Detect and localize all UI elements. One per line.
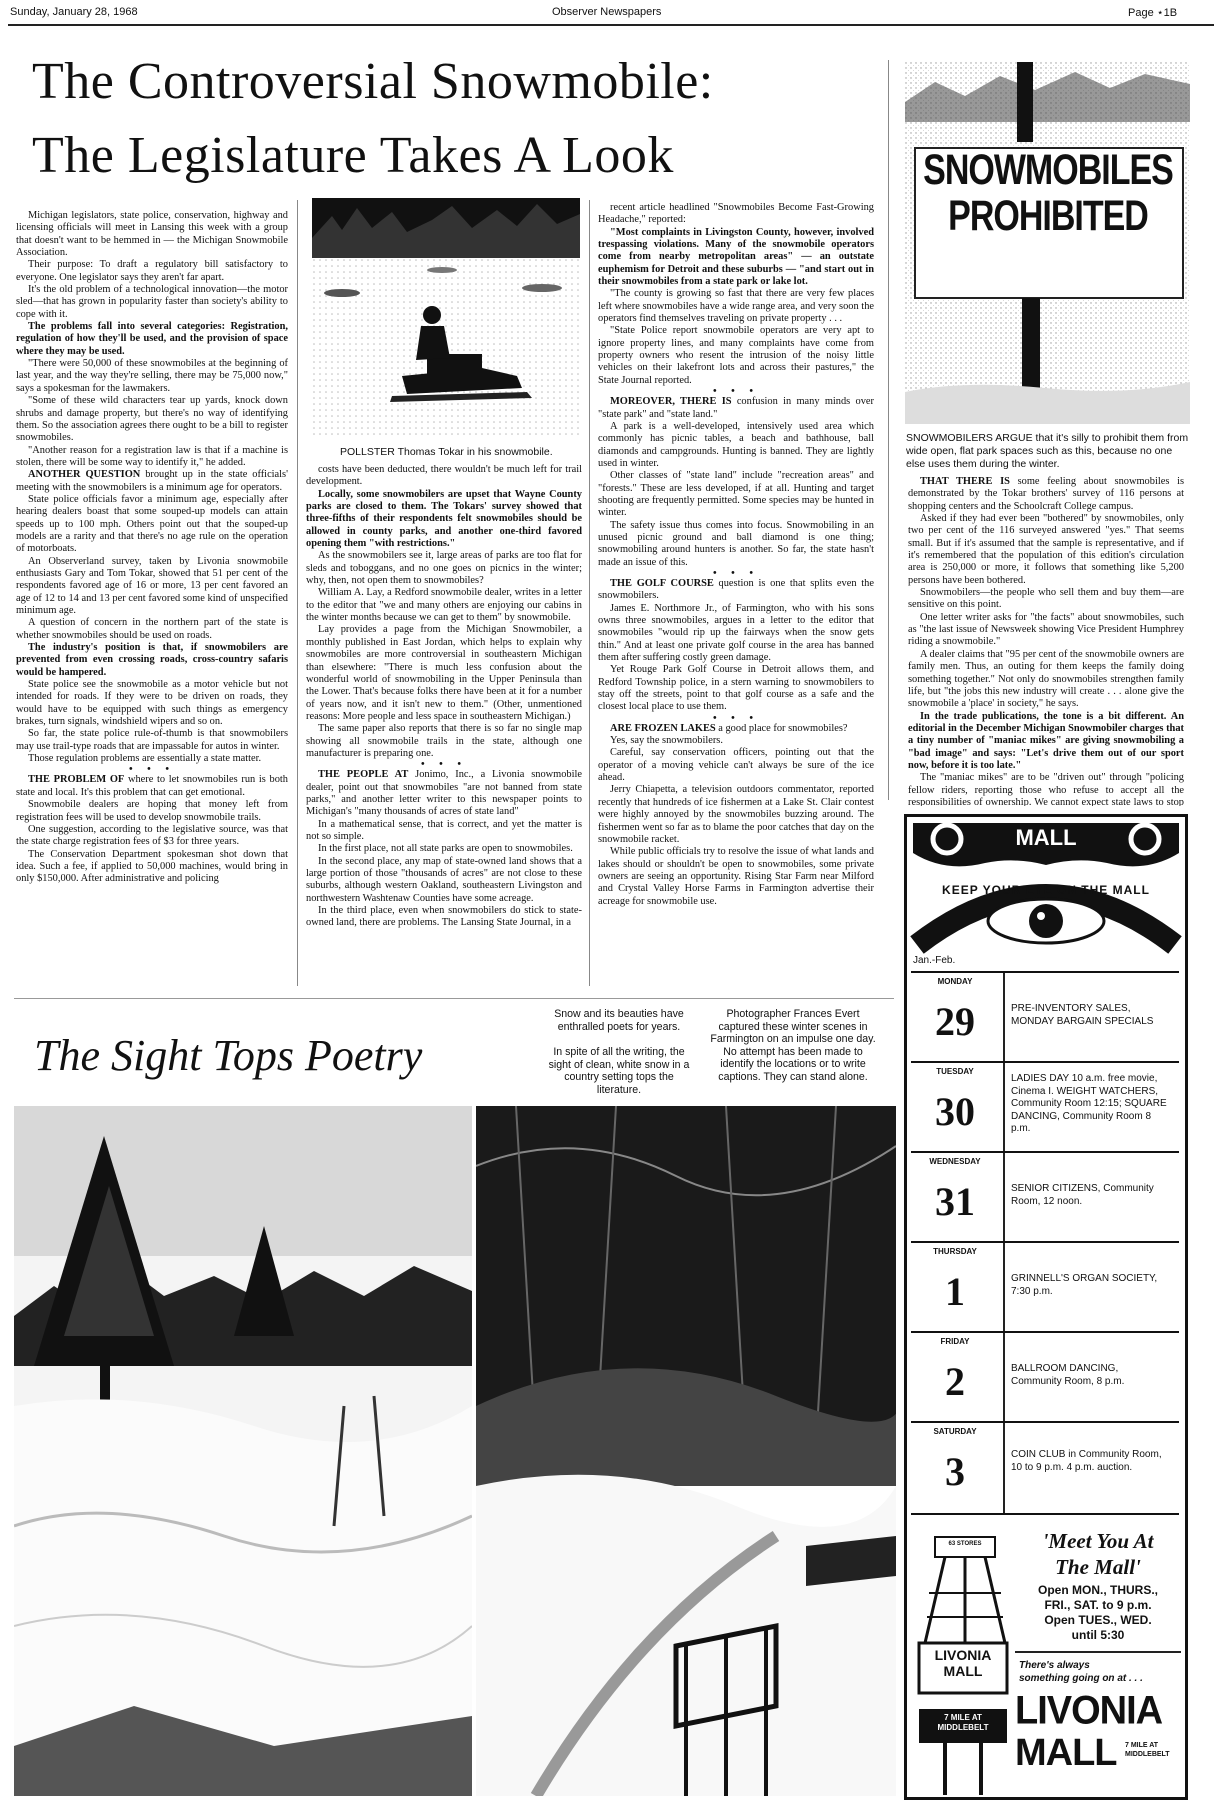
article-paragraph: In the trade publications, the tone is a bit different. An editorial in the December Michigan Snowmobiler charges that a tiny number of "maniac mikes" are giving snowmobiling a "bad image" and says: "Let's drive them out of our sport now, before it is too late." bbox=[908, 710, 1184, 771]
article-paragraph: In the third place, even when snowmobilers do stick to state-owned land, there are problems. The Lansing State Journal, in a bbox=[306, 905, 582, 929]
article-paragraph: Those regulation problems are essentially a state matter. bbox=[28, 753, 262, 765]
poetry-blurb-2: In spite of all the writing, the sight of clean, white snow in a country setting tops the literature. bbox=[548, 1046, 690, 1096]
calendar-month: Jan.-Feb. bbox=[913, 955, 956, 966]
article-paragraph: • • • bbox=[420, 759, 468, 771]
headline-line-1: The Controversial Snowmobile: bbox=[32, 53, 714, 110]
article-paragraph: One suggestion, according to the legislative source, was that the state charge registration fees of $3 for three years. bbox=[16, 823, 288, 848]
calendar-date: 3 bbox=[945, 1449, 965, 1494]
calendar-date: 30 bbox=[935, 1089, 975, 1134]
article-paragraph: THE PROBLEM OF where to let snowmobiles run is both state and local. It's this problem that can get emotional. bbox=[16, 774, 288, 798]
calendar-day-row bbox=[911, 1061, 1179, 1153]
article-paragraph: Snowmobilers—the people who sell them and buy them—are sensitive on this point. bbox=[908, 587, 1184, 611]
article-paragraph: A question of concern in the northern part of the state is whether snowmobiles should be used on roads. bbox=[16, 617, 288, 641]
article-paragraph: So far, the state police rule-of-thumb is that snowmobilers may use trail-type roads that are impassable for autos in winter. bbox=[16, 728, 288, 752]
article-paragraph: The "maniac mikes" are to be "driven out" through "policing fellow riders, reporting those who refuse to accept all the responsibilities of ownership. We cannot expect state laws to stop bbox=[908, 772, 1184, 806]
article-paragraph: "State Police report snowmobile operators are very apt to ignore property lines, and many complaints have come from property owners who resent the intrusion of the noisy little vehicles on their lakefront lots and across their pastures," the State Journal reported. bbox=[598, 325, 874, 386]
events-calendar bbox=[911, 971, 1181, 1513]
story-column-4 bbox=[908, 476, 1184, 806]
article-paragraph: State police see the snowmobile as a motor vehicle but not intended for roads. If they were to be driven on roads, they would have to be equipped with such things as emergency brakes, turn signals, windshield wipers and so on. bbox=[16, 679, 288, 728]
calendar-weekday: THURSDAY bbox=[933, 1247, 977, 1256]
article-paragraph: ANOTHER QUESTION brought up in the state officials' meeting with the snowmobilers is a minimum age for operators. bbox=[16, 469, 288, 493]
tagline-1: There's always bbox=[1019, 1660, 1090, 1671]
calendar-event: GRINNELL'S ORGAN SOCIETY, 7:30 p.m. bbox=[1011, 1273, 1158, 1297]
sign-location-1: 7 MILE AT bbox=[944, 1713, 982, 1722]
sign-name-1: LIVONIA bbox=[934, 1647, 992, 1663]
article-paragraph: THE GOLF COURSE question is one that splits even the snowmobilers. bbox=[598, 577, 874, 602]
column-rule bbox=[888, 60, 889, 800]
sign-line-2: PROHIBITED bbox=[948, 192, 1148, 240]
calendar-event: BALLROOM DANCING, Community Room, 8 p.m. bbox=[1011, 1363, 1125, 1387]
article-paragraph: Asked if they had ever been "bothered" by snowmobiles, only two per cent of the 116 surveyed answered "yes." That seems small. But if it's assumed that the sample is representative, and if it's remembered that the population of this edition's circulation area is 250,000 or more, it follows that something like 5,200 persons have been bothered. bbox=[908, 513, 1184, 586]
article-paragraph: Careful, say conservation officers, pointing out that the operator of a moving vehicle can't always be sure of the ice ahead. bbox=[598, 747, 874, 784]
newspaper-name: Observer Newspapers bbox=[552, 6, 662, 18]
calendar-weekday: TUESDAY bbox=[936, 1067, 974, 1076]
article-paragraph: MOREOVER, THERE IS confusion in many minds over "state park" and "state land." bbox=[598, 396, 874, 420]
calendar-weekday: FRIDAY bbox=[940, 1337, 970, 1346]
column-rule bbox=[589, 200, 590, 986]
snowmobile-photo-caption: POLLSTER Thomas Tokar in his snowmobile. bbox=[340, 446, 553, 458]
sign-location-2: MIDDLEBELT bbox=[937, 1723, 989, 1732]
calendar-date: 31 bbox=[935, 1179, 975, 1224]
article-paragraph: One letter writer asks for "the facts" about snowmobiles, such as "the last issue of Newsweek showing Vice President Humphrey riding a snowmobile." bbox=[908, 611, 1184, 648]
livonia-logo-1: LIVONIA bbox=[1015, 1688, 1163, 1734]
article-paragraph: In the second place, any map of state-owned land shows that a large portion of those "thousands of acres" are not close to these suburbs, although western Oakland, southeastern Livingston and northwestern Washtenaw Counties have some acreage. bbox=[306, 855, 582, 904]
calendar-date: 1 bbox=[945, 1269, 965, 1314]
sign-stores: 63 STORES bbox=[948, 1541, 982, 1547]
section-rule bbox=[14, 998, 894, 999]
article-paragraph: In a mathematical sense, that is correct, and yet the matter is not so simple. bbox=[306, 818, 582, 842]
article-paragraph: Michigan legislators, state police, conservation, highway and licensing officials will meet in Lansing this week with a group that doesn't want to be hemmed in — the Michigan Snowmobile Association. bbox=[16, 210, 288, 259]
article-paragraph: costs have been deducted, there wouldn't be much left for trail development. bbox=[306, 464, 582, 488]
article-paragraph: • • • bbox=[712, 386, 760, 398]
slogan-line-2: The Mall' bbox=[1055, 1555, 1141, 1579]
page-number: Page ⋆1B bbox=[1128, 7, 1178, 19]
article-paragraph: • • • bbox=[712, 567, 760, 579]
article-paragraph: "There were 50,000 of these snowmobiles at the beginning of last year, and the way they're selling, there may be 75,000 now," says a spokesman for the lawmakers. bbox=[16, 358, 288, 394]
sign-line-1: SNOWMOBILES bbox=[923, 146, 1173, 194]
winter-scene-photo-2 bbox=[476, 1106, 896, 1796]
masthead-rule bbox=[8, 24, 1214, 26]
tagline-2: something going on at . . . bbox=[1019, 1673, 1143, 1684]
article-paragraph: ARE FROZEN LAKES a good place for snowmobiles? bbox=[610, 722, 848, 734]
column-rule bbox=[297, 200, 298, 986]
sign-name-2: MALL bbox=[943, 1663, 983, 1679]
article-paragraph: While public officials try to resolve the issue of what lands and lakes should or shouldn't be open to snowmobiles, some private owners are seeing an opportunity. Rising Star Farm near Milford and Crystal Valley Horse Farms in Farmington advertise their acreage for snowmobile use. bbox=[598, 846, 874, 907]
article-paragraph: The same paper also reports that there is so far no single map showing all snowmobile trails in the state, although one manufacturer is preparing one. bbox=[306, 723, 582, 759]
article-paragraph: William A. Lay, a Redford snowmobile dealer, writes in a letter to the editor that "we and many others are enjoying our cabins in the winter months because we can get to them" by snowmobile. bbox=[306, 587, 582, 624]
livonia-mall-ad bbox=[904, 814, 1188, 1800]
snowmobile-photo bbox=[312, 198, 580, 438]
article-paragraph: "Most complaints in Livingston County, however, involved trespassing violations. Many of the snowmobile operators come from nearby metropolitan areas" — an outstate euphemism for Detroit and these suburbs — "and start out in their snowmobiles from a state park or lake lot. bbox=[598, 226, 874, 288]
poetry-blurb-3: Photographer Frances Evert captured these winter scenes in Farmington on an impulse one day. No attempt has been made to identify the locations or to write captions. They can stand alone. bbox=[710, 1008, 876, 1083]
livonia-logo-2: MALL bbox=[1015, 1732, 1117, 1774]
calendar-weekday: WEDNESDAY bbox=[929, 1157, 981, 1166]
calendar-weekday: MONDAY bbox=[937, 977, 973, 986]
calendar-day-row bbox=[911, 971, 1179, 1063]
winter-scene-photo-1 bbox=[14, 1106, 472, 1796]
article-paragraph: Their purpose: To draft a regulatory bill satisfactory to everyone. One legislator says they aren't far apart. bbox=[16, 259, 288, 283]
logo-location-1: 7 MILE AT bbox=[1125, 1742, 1159, 1749]
poetry-blurb-1: Snow and its beauties have enthralled poets for years. bbox=[554, 1008, 684, 1033]
calendar-event: COIN CLUB in Community Room, 10 to 9 p.m. 4 p.m. auction. bbox=[1011, 1449, 1162, 1473]
prohibited-sign-photo bbox=[905, 62, 1190, 424]
article-paragraph: recent article headlined "Snowmobiles Become Fast-Growing Headache," reported: bbox=[598, 202, 874, 226]
store-hours-1: Open MON., THURS., bbox=[1038, 1583, 1158, 1597]
issue-date: Sunday, January 28, 1968 bbox=[10, 6, 138, 18]
article-paragraph: "Some of these wild characters tear up yards, knock down shrubs and damage property, but there's no way of identifying them. So the association agrees there ought to be a bill to register snowmobiles. bbox=[16, 395, 288, 444]
article-paragraph: In the first place, not all state parks are open to snowmobiles. bbox=[318, 843, 573, 855]
story-column-1 bbox=[16, 210, 288, 986]
article-paragraph: Jerry Chiapetta, a television outdoors commentator, reported recently that hundreds of ice fishermen at a Lake St. Clair contest were highly annoyed by the snowmobiles buzzing around. The fishermen went so far as to blame the poor catches that day on the snowmobile racket. bbox=[598, 784, 874, 845]
calendar-event: LADIES DAY 10 a.m. free movie, Cinema I. WEIGHT WATCHERS, Community Room 12:15; SQUARE DANCING, Community Room 8 p.m. bbox=[1011, 1073, 1167, 1134]
poetry-title: The Sight Tops Poetry bbox=[34, 1031, 423, 1080]
sign-photo-caption: SNOWMOBILERS ARGUE that it's silly to prohibit them from wide open, flat park spaces such as this, because no one else uses them during the winter. bbox=[906, 432, 1189, 470]
calendar-event: PRE-INVENTORY SALES, MONDAY BARGAIN SPECIALS bbox=[1011, 1003, 1154, 1027]
calendar-date: 2 bbox=[945, 1359, 965, 1404]
article-paragraph: The safety issue thus comes into focus. Snowmobiling in an unused picnic ground and ball diamond is one thing; snowmobiling around hunters is another. So far, the state hasn't made an issue of this. bbox=[598, 519, 874, 568]
store-hours-4: until 5:30 bbox=[1071, 1628, 1125, 1642]
article-paragraph: As the snowmobilers see it, large areas of parks are too flat for sleds and toboggans, and no one goes on picnics in the winter; why, then, not open them to snowmobiles? bbox=[306, 550, 582, 587]
calendar-day-row bbox=[911, 1151, 1179, 1243]
article-paragraph: "The county is growing so fast that there are very few places left where snowmobiles have a wide range area, and very soon the operators find themselves traveling on private property . . . bbox=[598, 288, 874, 325]
article-paragraph: • • • bbox=[128, 764, 176, 776]
calendar-day-row bbox=[911, 1241, 1179, 1333]
article-paragraph: James E. Northmore Jr., of Farmington, who with his sons owns three snowmobiles, argues in a letter to the editor that snowmobiles "would rip up the fairways when the snow gets thin." And at least one private golf course in the area has banned them after suffering costly green damage. bbox=[598, 602, 874, 664]
article-paragraph: Other classes of "state land" include "recreation areas" and "forests." These are less developed, if at all. Hunting and target shooting are frequently permitted. Some species may be hunted in winter. bbox=[598, 470, 874, 519]
store-hours-3: Open TUES., WED. bbox=[1044, 1613, 1152, 1627]
headline-line-2: The Legislature Takes A Look bbox=[32, 127, 674, 184]
article-paragraph: An Observerland survey, taken by Livonia snowmobile enthusiasts Gary and Tom Tokar, showed that 51 per cent of the respondents favored age of 16 or more, 13 per cent favored an age of 12 to 14 and 13 per cent favored some kind of unspecified minimum age. bbox=[16, 555, 288, 616]
article-paragraph: The problems fall into several categories: Registration, regulation of how they'll be used, and the provision of space where they may be used. bbox=[16, 321, 288, 357]
article-paragraph: Yet Rouge Park Golf Course in Detroit allows them, and Redford Township police, in a stern warning to snowmobilers to stay off the streets, point to that golf course as a safe and the closest local place to use them. bbox=[598, 664, 874, 713]
article-paragraph: THE PEOPLE AT Jonimo, Inc., a Livonia snowmobile dealer, point out that snowmobiles "are not banned from state parks," and another letter writer to this newspaper points to Michigan's "many thousands of acres of state land" bbox=[306, 769, 582, 818]
story-column-3 bbox=[598, 202, 874, 986]
article-paragraph: THAT THERE IS some feeling about snowmobiles is demonstrated by the Tokar brothers' survey of 116 persons at shopping centers and the Schoolcraft College campus. bbox=[908, 476, 1184, 512]
article-paragraph: The industry's position is that, if snowmobilers are prevented from even crossing roads, cross-country safaris would be hampered. bbox=[16, 642, 288, 678]
article-paragraph: Lay provides a page from the Michigan Snowmobiler, a monthly published in East Jordan, which helps to explain why snowmobiles are more controversial in southeastern Michigan than elsewhere: "There is much less confusion about the wonderful world of snowmobiling in the Upper Peninsula than the Lower. That's because folks there have been at it for a number of years now, and it isn't new to them." (Other, unmentioned reasons: More people and less space in southeastern Michigan.) bbox=[306, 624, 582, 722]
eye-banner-text: KEEP YOUR EYE ON THE MALL bbox=[942, 883, 1150, 897]
article-paragraph: Yes, say the snowmobilers. bbox=[610, 735, 723, 747]
mall-badge: MALL bbox=[1015, 825, 1077, 850]
calendar-weekday: SATURDAY bbox=[933, 1427, 977, 1436]
calendar-day-row bbox=[911, 1331, 1179, 1423]
article-paragraph: A dealer claims that "95 per cent of the snowmobile owners are family men. Thus, an outing for them keeps the family doing something together." Not only do snowmobiles strengthen family life, but "the jobs this new industry will create . . . alone give the snowmobile a 'place' in society," he says. bbox=[908, 648, 1184, 710]
logo-location-2: MIDDLEBELT bbox=[1125, 1751, 1170, 1758]
article-paragraph: State police officials favor a minimum age, especially after hearing dealers boast that some souped-up models can attain speeds up to 100 mph. Others point out that the souped-up models are a rarity and that there's no age rule on the operation of motorboats. bbox=[16, 493, 288, 555]
article-paragraph: The Conservation Department spokesman shot down that idea. Such a fee, if applied to 50,000 machines, would bring in only $150,000. After administrative and policing bbox=[16, 848, 288, 885]
story-column-2 bbox=[306, 464, 582, 986]
article-paragraph: Snowmobile dealers are hoping that money left from registration fees will be used to develop snowmobile trails. bbox=[16, 799, 288, 823]
slogan-line-1: 'Meet You At bbox=[1042, 1529, 1154, 1553]
article-paragraph: Locally, some snowmobilers are upset that Wayne County parks are closed to them. The Tokars' survey showed that three-fifths of their respondents felt snowmobiles should be allowed in county parks, and another one-third favored opening them "with restrictions." bbox=[306, 488, 582, 550]
calendar-date: 29 bbox=[935, 999, 975, 1044]
article-paragraph: A park is a well-developed, intensively used area which commonly has picnic tables, a beach and bathhouse, ball diamonds and campgrounds. Hunting is banned. They are lightly used in winter. bbox=[598, 420, 874, 469]
calendar-day-row bbox=[911, 1421, 1179, 1515]
ad-rule bbox=[1015, 1651, 1181, 1653]
calendar-event: SENIOR CITIZENS, Community Room, 12 noon. bbox=[1011, 1183, 1154, 1207]
article-paragraph: • • • bbox=[712, 712, 760, 724]
store-hours-2: FRI., SAT. to 9 p.m. bbox=[1044, 1598, 1152, 1612]
article-paragraph: It's the old problem of a technological innovation—the motor sled—that has grown in popularity faster than society's ability to cope with it. bbox=[16, 284, 288, 320]
article-paragraph: "Another reason for a registration law is that if a machine is stolen, there will be some way to identify it," he added. bbox=[16, 444, 288, 468]
